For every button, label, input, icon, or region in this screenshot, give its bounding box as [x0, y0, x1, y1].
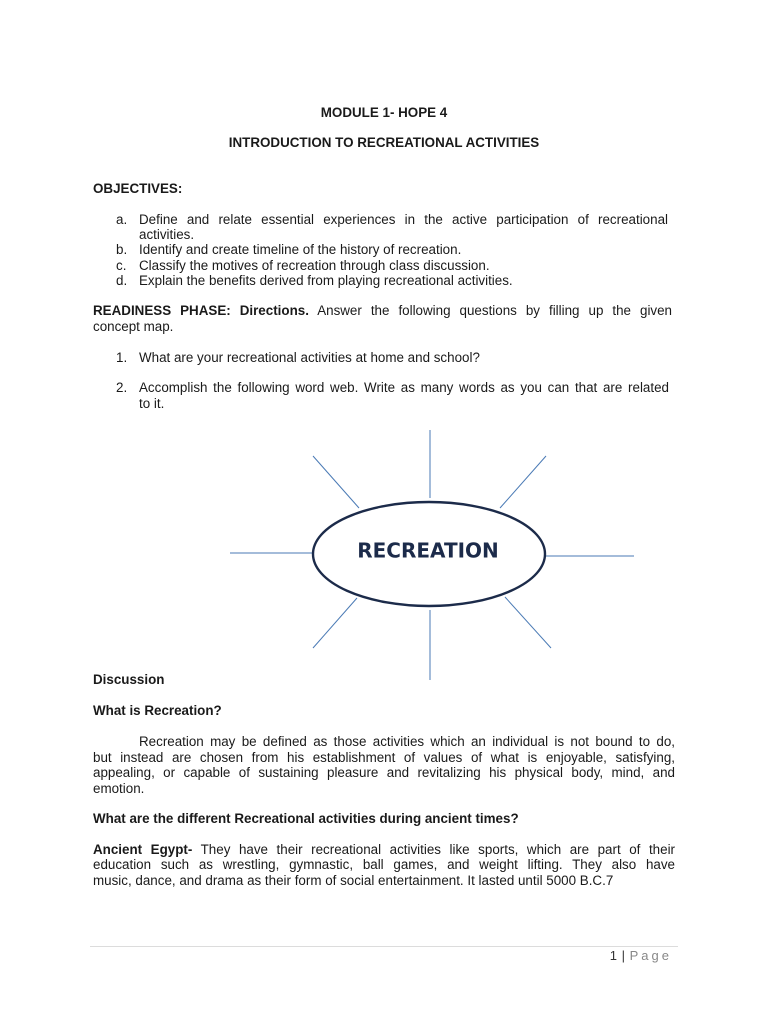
page-label: Page: [629, 948, 672, 963]
word-web-spoke-top-left: [313, 456, 359, 508]
word-web-spoke-top-right: [500, 456, 546, 508]
question-heading: What is Recreation?: [93, 703, 222, 718]
definition-line: but instead are chosen from his establishment of values of what is enjoyable, satisfying,: [93, 750, 675, 765]
objective-text: Classify the motives of recreation through class discussion.: [139, 258, 490, 273]
objective-marker: c.: [116, 258, 127, 273]
egypt-text-cont: music, dance, and drama as their form of social entertainment. It lasted until 5000 B.C.7: [93, 873, 614, 888]
objective-text: Identify and create timeline of the history of recreation.: [139, 242, 462, 257]
egypt-paragraph: [93, 842, 675, 858]
egypt-label: Ancient Egypt-: [93, 842, 193, 857]
readiness-text: Answer the following questions by filling up the given: [317, 303, 673, 318]
question-text: What are your recreational activities at home and school?: [139, 350, 480, 365]
question-text-cont: to it.: [139, 396, 165, 411]
word-web-spoke-bottom-left: [313, 598, 357, 648]
objectives-heading: OBJECTIVES:: [93, 181, 183, 196]
objective-text-cont: activities.: [139, 227, 195, 242]
objective-text: Define and relate essential experiences in the active participation of recreational: [139, 212, 668, 227]
objective-marker: b.: [116, 242, 128, 257]
question-marker: 1.: [116, 350, 128, 365]
objective-marker: d.: [116, 273, 128, 288]
word-web-center-label: RECREATION: [357, 538, 499, 563]
discussion-heading: Discussion: [93, 672, 165, 687]
egypt-text: They have their recreational activities like sports, which are part of their: [200, 842, 675, 857]
document-subtitle: INTRODUCTION TO RECREATIONAL ACTIVITIES: [228, 135, 540, 150]
definition-line: Recreation may be defined as those activities which an individual is not bound to do,: [139, 734, 675, 749]
question-heading: What are the different Recreational activities during ancient times?: [93, 811, 519, 826]
definition-line: appealing, or capable of sustaining pleasure and revitalizing his physical body, mind, and: [93, 765, 675, 780]
page-separator: |: [621, 948, 626, 963]
egypt-text-cont: education such as wrestling, gymnastic, ball games, and weight lifting. They also have: [93, 857, 675, 872]
definition-line: emotion.: [93, 781, 145, 796]
readiness-text-cont: concept map.: [93, 319, 174, 334]
page-footer: [610, 948, 672, 963]
module-title: MODULE 1- HOPE 4: [320, 105, 448, 120]
question-marker: 2.: [116, 380, 128, 395]
question-text: Accomplish the following word web. Write as many words as you can that are related: [139, 380, 669, 395]
objective-text: Explain the benefits derived from playing recreational activities.: [139, 273, 513, 288]
footer-rule: [90, 946, 678, 947]
page-number: 1: [609, 948, 618, 963]
word-web-spoke-bottom-right: [505, 597, 551, 648]
objective-marker: a.: [116, 212, 128, 227]
readiness-label: READINESS PHASE: Directions.: [93, 303, 309, 318]
